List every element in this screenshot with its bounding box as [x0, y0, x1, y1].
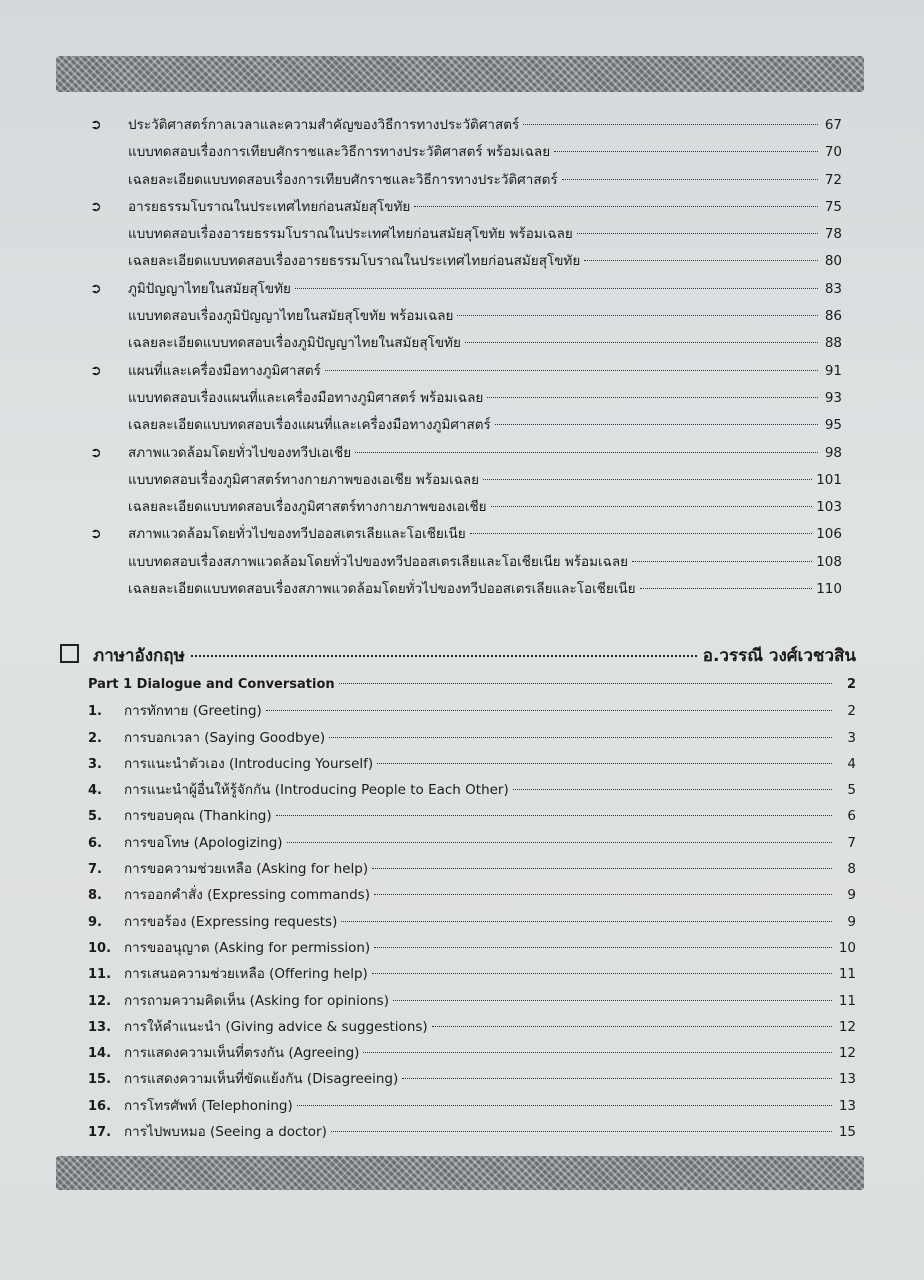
toc-numbered-entry — [88, 1066, 856, 1092]
toc-entry-page: 9 — [847, 887, 856, 904]
toc-sub-entry — [90, 412, 842, 439]
toc-entry-page: 4 — [847, 755, 856, 772]
toc-entry-title: อารยธรรมโบราณในประเทศไทยก่อนสมัยสุโขทัย — [128, 198, 411, 215]
toc-entry-title: การโทรศัพท์ (Telephoning) — [124, 1097, 293, 1114]
dot-leader — [372, 972, 832, 974]
toc-sub-entry — [90, 494, 842, 521]
dot-leader — [372, 867, 832, 869]
part-page: 2 — [846, 677, 856, 692]
toc-entry-page: 13 — [838, 1071, 856, 1088]
dot-leader — [495, 423, 818, 425]
entry-number: 13. — [88, 1019, 112, 1035]
toc-entry-page: 110 — [816, 581, 842, 598]
toc-entry-title: การขอร้อง (Expressing requests) — [124, 913, 338, 930]
dot-leader — [432, 1025, 832, 1027]
toc-sub-entry — [90, 385, 842, 412]
dot-leader — [329, 736, 832, 738]
toc-entry-page: 103 — [816, 499, 842, 516]
toc-sub-entry — [90, 221, 842, 248]
toc-entry-title: การบอกเวลา (Saying Goodbye) — [124, 729, 326, 746]
toc-entry-title: เฉลยละเอียดแบบทดสอบเรื่องภูมิปัญญาไทยในสมัยสุโขทัย — [128, 335, 461, 352]
dot-leader — [325, 369, 818, 371]
entry-number: 2. — [88, 730, 102, 746]
toc-entry-title: การแสดงความเห็นที่ขัดแย้งกัน (Disagreeing) — [124, 1071, 399, 1088]
dot-leader — [276, 814, 832, 816]
entry-number: 1. — [88, 704, 102, 720]
toc-sub-entry — [90, 467, 842, 494]
toc-entry-title: สภาพแวดล้อมโดยทั่วไปของทวีปออสเตรเลียและโอเชียเนีย — [128, 526, 466, 543]
toc-entry-page: 80 — [824, 253, 842, 270]
toc-numbered-entry — [88, 777, 856, 803]
dot-leader — [402, 1077, 832, 1079]
checkbox-square-icon — [60, 644, 79, 663]
part-title: Part 1 Dialogue and Conversation — [88, 677, 335, 692]
toc-entry-title: แบบทดสอบเรื่องภูมิปัญญาไทยในสมัยสุโขทัย พร้อมเฉลย — [128, 308, 454, 325]
toc-numbered-entry — [88, 725, 856, 751]
toc-entry-title: แบบทดสอบเรื่องการเทียบศักราชและวิธีการทางประวัติศาสตร์ พร้อมเฉลย — [128, 144, 551, 161]
toc-entry-page: 91 — [824, 362, 842, 379]
toc-numbered-entry — [88, 1040, 856, 1066]
toc-entry-page: 83 — [824, 280, 842, 297]
english-section-heading — [60, 642, 856, 669]
toc-sub-entry — [90, 139, 842, 166]
section-author: อ.วรรณี วงศ์เวชวสิน — [702, 646, 856, 666]
toc-entry-page: 95 — [824, 417, 842, 434]
toc-entry-page: 12 — [838, 1018, 856, 1035]
entry-number: 9. — [88, 914, 102, 930]
toc-entry-page: 5 — [847, 782, 856, 799]
dot-leader — [584, 259, 818, 261]
dot-leader — [470, 532, 813, 534]
toc-numbered-entry — [88, 698, 856, 724]
entry-number: 17. — [88, 1125, 112, 1141]
entry-number: 4. — [88, 783, 102, 799]
dot-leader — [355, 451, 818, 453]
toc-sub-entry — [90, 576, 842, 603]
arrow-bullet-icon: ➲ — [90, 362, 102, 379]
toc-main-entry — [90, 276, 842, 303]
dot-leader — [374, 893, 832, 895]
toc-entry-page: 67 — [824, 117, 842, 133]
section-title: ภาษาอังกฤษ — [93, 646, 185, 666]
toc-numbered-entry — [88, 988, 856, 1014]
entry-number: 12. — [88, 993, 112, 1009]
toc-entry-page: 98 — [824, 444, 842, 461]
toc-entry-page: 7 — [847, 834, 856, 851]
entry-number: 3. — [88, 756, 102, 772]
toc-entry-page: 11 — [838, 992, 856, 1009]
dot-leader — [297, 1104, 832, 1106]
toc-entry-title: เฉลยละเอียดแบบทดสอบเรื่องแผนที่และเครื่องมือทางภูมิศาสตร์ — [128, 417, 491, 434]
toc-entry-title: เฉลยละเอียดแบบทดสอบเรื่องสภาพแวดล้อมโดยทั่วไปของทวีปออสเตรเลียและโอเชียเนีย — [128, 581, 636, 598]
dot-leader — [457, 314, 818, 316]
entry-number: 7. — [88, 862, 102, 878]
dot-leader — [523, 123, 818, 125]
toc-entry-page: 93 — [824, 389, 842, 406]
dot-leader — [339, 682, 832, 684]
toc-numbered-entry — [88, 751, 856, 777]
toc-sub-entry — [90, 303, 842, 330]
toc-entry-title: การขอโทษ (Apologizing) — [124, 834, 283, 851]
entry-number: 6. — [88, 835, 102, 851]
toc-entry-title: การแสดงความเห็นที่ตรงกัน (Agreeing) — [124, 1045, 360, 1062]
toc-entry-title: การถามความคิดเห็น (Asking for opinions) — [124, 992, 389, 1009]
dot-leader — [363, 1051, 832, 1053]
toc-numbered-entry — [88, 1093, 856, 1119]
toc-entry-page: 108 — [816, 553, 842, 570]
toc-entry-page: 13 — [838, 1097, 856, 1114]
toc-entry-title: การออกคำสั่ง (Expressing commands) — [124, 887, 370, 904]
toc-entry-title: สภาพแวดล้อมโดยทั่วไปของทวีปเอเชีย — [128, 444, 352, 461]
toc-numbered-entry — [88, 803, 856, 829]
toc-entry-page: 2 — [847, 703, 856, 720]
toc-numbered-entry — [88, 909, 856, 935]
toc-entry-page: 78 — [824, 226, 842, 243]
toc-numbered-entry — [88, 935, 856, 961]
dot-leader — [341, 920, 832, 922]
toc-main-entry — [90, 521, 842, 548]
toc-entry-page: 72 — [824, 171, 842, 188]
toc-entry-title: ประวัติศาสตร์กาลเวลาและความสำคัญของวิธีการทางประวัติศาสตร์ — [128, 117, 520, 133]
toc-entry-title: การไปพบหมอ (Seeing a doctor) — [124, 1124, 327, 1141]
toc-numbered-entry — [88, 1119, 856, 1145]
dot-leader — [374, 946, 832, 948]
toc-entry-title: แผนที่และเครื่องมือทางภูมิศาสตร์ — [128, 362, 321, 379]
dot-leader — [554, 150, 818, 152]
toc-main-entry — [90, 440, 842, 467]
toc-numbered-entry — [88, 830, 856, 856]
bottom-decorative-band — [56, 1156, 864, 1190]
toc-entry-title: แบบทดสอบเรื่องภูมิศาสตร์ทางกายภาพของเอเชีย พร้อมเฉลย — [128, 471, 480, 488]
entry-number: 16. — [88, 1098, 112, 1114]
toc-numbered-entry — [88, 856, 856, 882]
toc-entry-page: 88 — [824, 335, 842, 352]
toc-entry-title: การทักทาย (Greeting) — [124, 703, 262, 720]
toc-entry-page: 106 — [816, 526, 842, 543]
arrow-bullet-icon: ➲ — [90, 526, 102, 543]
dot-leader — [487, 396, 818, 398]
toc-entry-page: 12 — [838, 1045, 856, 1062]
english-toc — [88, 672, 856, 1145]
dot-leader — [266, 709, 832, 711]
dot-leader — [513, 788, 832, 790]
toc-entry-page: 3 — [847, 729, 856, 746]
dot-leader — [632, 560, 812, 562]
toc-entry-page: 9 — [847, 913, 856, 930]
toc-entry-page: 6 — [847, 808, 856, 825]
toc-sub-entry — [90, 549, 842, 576]
entry-number: 11. — [88, 967, 112, 983]
toc-entry-page: 15 — [838, 1124, 856, 1141]
entry-number: 15. — [88, 1072, 112, 1088]
toc-entry-page: 86 — [824, 308, 842, 325]
arrow-bullet-icon: ➲ — [90, 444, 102, 461]
entry-number: 10. — [88, 940, 112, 956]
dot-leader — [287, 841, 832, 843]
dot-leader — [577, 232, 818, 234]
dot-leader — [331, 1130, 832, 1132]
dot-leader — [640, 587, 813, 589]
toc-entry-title: การแนะนำตัวเอง (Introducing Yourself) — [124, 755, 374, 772]
toc-main-entry — [90, 112, 842, 139]
dot-leader — [295, 287, 818, 289]
toc-entry-page: 10 — [838, 939, 856, 956]
dot-leader — [465, 341, 818, 343]
part-heading — [88, 672, 856, 698]
dot-leader — [393, 999, 832, 1001]
toc-entry-page: 70 — [824, 144, 842, 161]
toc-entry-title: เฉลยละเอียดแบบทดสอบเรื่องอารยธรรมโบราณในประเทศไทยก่อนสมัยสุโขทัย — [128, 253, 581, 270]
toc-entry-title: แบบทดสอบเรื่องสภาพแวดล้อมโดยทั่วไปของทวีปออสเตรเลียและโอเชียเนีย พร้อมเฉลย — [128, 553, 629, 570]
toc-entry-title: แบบทดสอบเรื่องอารยธรรมโบราณในประเทศไทยก่อนสมัยสุโขทัย พร้อมเฉลย — [128, 226, 573, 243]
social-studies-toc — [90, 112, 842, 603]
top-decorative-band — [56, 56, 864, 92]
toc-entry-title: การเสนอความช่วยเหลือ (Offering help) — [124, 966, 368, 983]
arrow-bullet-icon: ➲ — [90, 117, 102, 133]
toc-entry-title: แบบทดสอบเรื่องแผนที่และเครื่องมือทางภูมิศาสตร์ พร้อมเฉลย — [128, 389, 484, 406]
toc-sub-entry — [90, 248, 842, 275]
toc-entry-title: การขออนุญาต (Asking for permission) — [124, 939, 371, 956]
toc-main-entry — [90, 194, 842, 221]
toc-numbered-entry — [88, 882, 856, 908]
dot-leader — [377, 762, 832, 764]
toc-numbered-entry — [88, 961, 856, 987]
dot-leader — [191, 654, 697, 657]
entry-number: 14. — [88, 1046, 112, 1062]
toc-entry-title: ภูมิปัญญาไทยในสมัยสุโขทัย — [128, 280, 291, 297]
arrow-bullet-icon: ➲ — [90, 280, 102, 297]
dot-leader — [414, 205, 818, 207]
entry-number: 5. — [88, 809, 102, 825]
toc-entry-page: 8 — [847, 861, 856, 878]
toc-entry-title: การแนะนำผู้อื่นให้รู้จักกัน (Introducing People to Each Other) — [124, 782, 509, 799]
toc-entry-title: เฉลยละเอียดแบบทดสอบเรื่องภูมิศาสตร์ทางกายภาพของเอเชีย — [128, 499, 487, 516]
dot-leader — [491, 505, 813, 507]
toc-numbered-entry — [88, 1014, 856, 1040]
dot-leader — [562, 178, 818, 180]
toc-entry-page: 75 — [824, 198, 842, 215]
toc-entry-title: การให้คำแนะนำ (Giving advice & suggestions) — [124, 1018, 428, 1035]
toc-sub-entry — [90, 330, 842, 357]
toc-entry-title: การขอความช่วยเหลือ (Asking for help) — [124, 861, 369, 878]
dot-leader — [483, 478, 812, 480]
toc-entry-title: เฉลยละเอียดแบบทดสอบเรื่องการเทียบศักราชและวิธีการทางประวัติศาสตร์ — [128, 171, 558, 188]
toc-entry-title: การขอบคุณ (Thanking) — [124, 808, 272, 825]
toc-entry-page: 101 — [816, 471, 842, 488]
toc-sub-entry — [90, 167, 842, 194]
toc-main-entry — [90, 358, 842, 385]
entry-number: 8. — [88, 888, 102, 904]
arrow-bullet-icon: ➲ — [90, 198, 102, 215]
toc-entry-page: 11 — [838, 966, 856, 983]
